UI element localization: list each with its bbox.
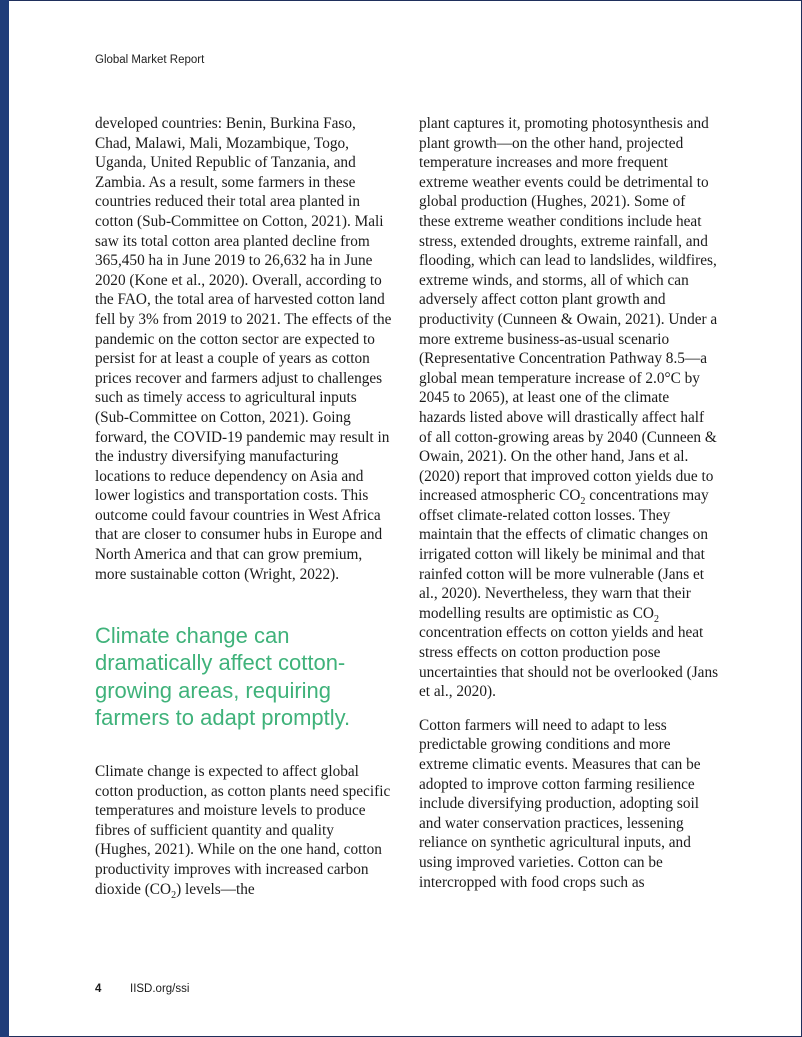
paragraph-text: ) levels—the [176,880,255,898]
page-number: 4 [95,983,102,995]
pull-quote: Climate change can dramatically affect cotton-growing areas, requiring farmers to adapt promptly. [95,623,351,730]
paragraph-text: Climate change is expected to affect global cotton production, as cotton plants need specific temperatures and moisture levels to produce fibres of sufficient quantity and quality (Hughes, 2021). While on the one hand, cotton productivity improves with increased carbon dioxide (CO [95,763,391,898]
left-accent-bar [0,0,9,1037]
subscript: 2 [653,613,659,625]
body-paragraph: Cotton farmers will need to adapt to less predictable growing conditions and more extreme climatic events. Measures that can be adopted to improve cotton farming resilience include diversifying production, adopting soil and water conservation practices, lessening reliance on synthetic agricultural inputs, and using improved varieties. Cotton can be intercropped with food crops such as [419,716,701,891]
body-paragraph [95,762,393,899]
body-paragraph [419,114,719,702]
paragraph-text: concentration effects on cotton yields and heat stress effects on cotton production pose uncertainties that should not be overlooked (Jans et al., 2020). [419,624,719,701]
subscript: 2 [580,496,586,508]
right-column [419,114,719,892]
running-header: Global Market Report [95,54,205,66]
paragraph-text: plant captures it, promoting photosynthesis and plant growth—on the other hand, projected temperature increases and more frequent extreme weather events could be detrimental to global production (Hughes, 2021). Some of these extreme weather conditions include heat stress, extended droughts, extreme rainfall, and flooding, which can lead to landslides, wildfires, extreme winds, and storms, all of which can adversely affect cotton plant growth and productivity (Cunneen & Owain, 2021). Under a more extreme business-as-usual scenario (Representative Concentration Pathway 8.5—a global mean temperature increase of 2.0°C by 2045 to 2065), at least one of the climate hazards listed above will drastically affect half of all cotton-growing areas by 2040 (Cunneen & Owain, 2021). On the other hand, Jans et al. (2020) report that improved cotton yields due to increased atmospheric CO [419,115,718,505]
footer-url-link[interactable]: IISD.org/ssi [130,983,190,995]
body-paragraph: developed countries: Benin, Burkina Faso, Chad, Malawi, Mali, Mozambique, Togo, Uganda, United Republic of Tanzania, and Zambia. As a result, some farmers in these countries reduced their total area planted in cotton (Sub-Committee on Cotton, 2021). Mali saw its total cotton area planted decline from 365,450 ha in June 2019 to 26,632 ha in June 2020 (Kone et al., 2020). Overall, according to the FAO, the total area of harvested cotton land fell by 3% from 2019 to 2021. The effects of the pandemic on the cotton sector are expected to persist for at least a couple of years as cotton prices recover and farmers adjust to challenges such as timely access to agricultural inputs (Sub-Committee on Cotton, 2021). Going forward, the COVID-19 pandemic may result in the industry diversifying manufacturing locations to reduce dependency on Asia and lower logistics and transportation costs. This outcome could favour countries in West Africa that are closer to consumer hubs in Europe and North America and that can grow premium, more sustainable cotton (Wright, 2022). [95,115,392,583]
subscript: 2 [171,889,177,901]
paragraph-text: concentrations may offset climate-related cotton losses. They maintain that the effects of climatic changes on irrigated cotton will likely be minimal and that rainfed cotton will be more vulnerable (Jans et al., 2020). Nevertheless, they warn that their modelling results are optimistic as CO [419,487,709,622]
left-column [95,114,393,899]
